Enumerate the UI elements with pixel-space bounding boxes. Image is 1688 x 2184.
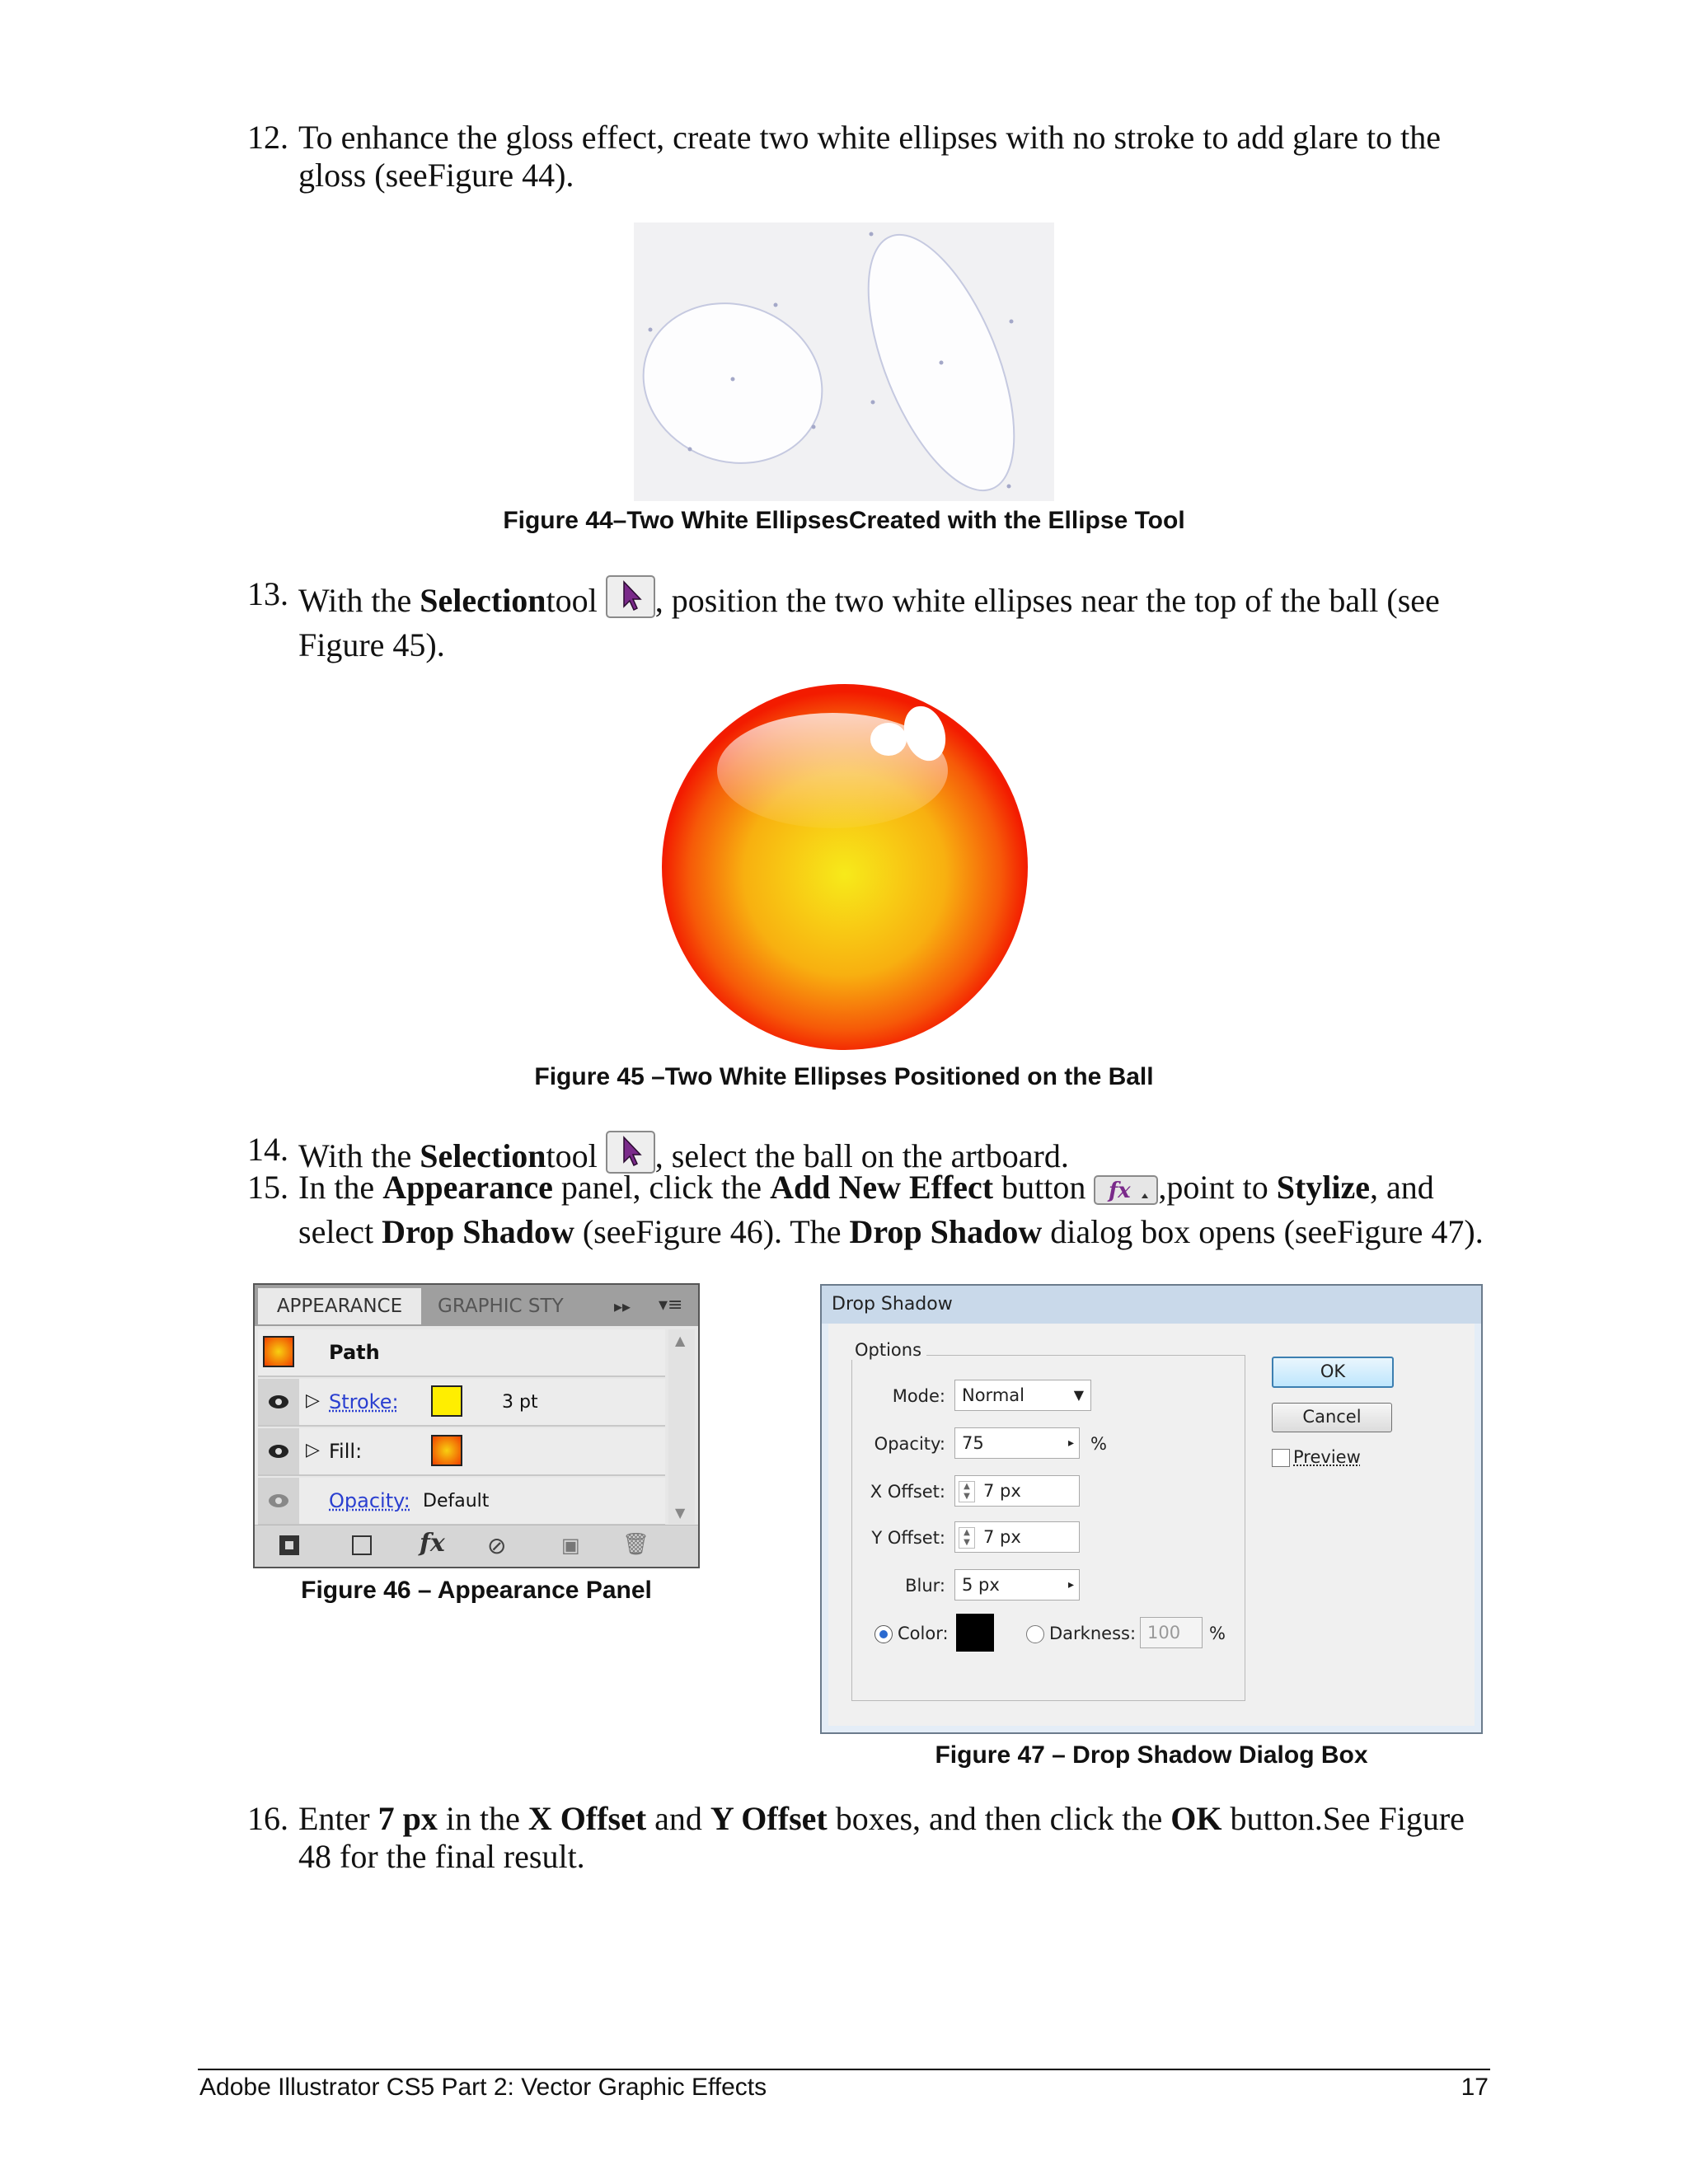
- bold-text: OK: [1170, 1800, 1222, 1837]
- step-number: 14.: [247, 1131, 288, 1168]
- bold-text: Stylize: [1276, 1169, 1371, 1206]
- bold-text: Add New Effect: [770, 1169, 994, 1206]
- step-number: 16.: [247, 1800, 288, 1837]
- fill-label[interactable]: Fill:: [329, 1440, 363, 1463]
- step-text-line: Figure 45).: [298, 626, 445, 663]
- bold-text: Y Offset: [710, 1800, 828, 1837]
- y-offset-label: Y Offset:: [871, 1528, 945, 1548]
- scroll-down-icon[interactable]: ▼: [675, 1505, 686, 1521]
- footer-title: Adobe Illustrator CS5 Part 2: Vector Graphic Effects: [199, 2074, 767, 2101]
- chevron-down-icon[interactable]: ▼: [1073, 1387, 1084, 1403]
- y-offset-value: 7 px: [983, 1527, 1021, 1547]
- spinner-icon[interactable]: ▲ ▼: [959, 1481, 975, 1502]
- glossy-ball: [643, 672, 1055, 1059]
- figure-46-caption: Figure 46 – Appearance Panel: [301, 1577, 652, 1604]
- x-offset-value: 7 px: [983, 1481, 1021, 1501]
- mode-value: Normal: [962, 1385, 1025, 1405]
- step-text: ,point to: [1158, 1169, 1277, 1206]
- step-text: , select the ball on the artboard.: [654, 1137, 1069, 1174]
- slider-arrow-icon[interactable]: ▸: [1067, 1578, 1074, 1591]
- step-text: With the: [298, 1137, 420, 1174]
- panel-tab-bar: [255, 1285, 698, 1326]
- step-text: in the: [437, 1800, 528, 1837]
- figure-45-image: [643, 672, 1055, 1059]
- darkness-label: Darkness:: [1049, 1624, 1137, 1643]
- bold-text: Drop Shadow: [849, 1213, 1043, 1250]
- panel-menu-icon[interactable]: ▾≡: [659, 1295, 683, 1315]
- add-new-effect-icon[interactable]: fx: [420, 1529, 445, 1558]
- step-text: tool: [546, 1137, 598, 1174]
- bold-text: Selection: [420, 1137, 546, 1174]
- scroll-up-icon[interactable]: ▲: [675, 1333, 686, 1348]
- stroke-label[interactable]: Stroke:: [329, 1390, 399, 1413]
- x-offset-input[interactable]: [954, 1475, 1080, 1507]
- panel-bottom-toolbar: [255, 1525, 698, 1567]
- step-number: 12.: [247, 119, 288, 156]
- blur-value: 5 px: [962, 1575, 1000, 1595]
- cancel-button[interactable]: Cancel: [1272, 1403, 1392, 1432]
- visibility-eye-icon[interactable]: [258, 1379, 299, 1425]
- options-legend: Options: [850, 1340, 926, 1360]
- bold-text: 7 px: [377, 1800, 438, 1837]
- opacity-label: Opacity:: [874, 1434, 945, 1454]
- figure-47-caption: Figure 47 – Drop Shadow Dialog Box: [935, 1741, 1368, 1769]
- color-swatch[interactable]: [956, 1614, 994, 1652]
- step-text-line: gloss (seeFigure 44).: [298, 157, 574, 194]
- dialog-title: Drop Shadow: [822, 1286, 1481, 1324]
- preview-label[interactable]: Preview: [1293, 1447, 1361, 1467]
- fill-swatch[interactable]: [431, 1435, 462, 1466]
- step-number: 15.: [247, 1169, 288, 1206]
- mode-label: Mode:: [892, 1386, 945, 1406]
- bold-text: Selection: [420, 582, 546, 619]
- step-text: button.See Figure: [1221, 1800, 1465, 1837]
- step-text: dialog box opens (seeFigure 47).: [1042, 1213, 1484, 1250]
- add-new-fill-icon[interactable]: [352, 1535, 372, 1555]
- expand-triangle-icon[interactable]: ▷: [306, 1440, 320, 1460]
- dialog-body: [828, 1324, 1475, 1726]
- spinner-icon[interactable]: ▲ ▼: [959, 1527, 975, 1549]
- add-new-stroke-icon[interactable]: [279, 1535, 299, 1555]
- step-text: , position the two white ellipses near the top of the ball (see: [654, 582, 1440, 619]
- panel-row-path[interactable]: [258, 1329, 665, 1377]
- step-text-line: To enhance the gloss effect, create two white ellipses with no stroke to add glare to the: [298, 119, 1442, 156]
- percent-sign: %: [1090, 1434, 1107, 1454]
- figure-44-image: [634, 223, 1054, 501]
- delete-item-icon[interactable]: 🗑: [622, 1532, 650, 1557]
- ok-button[interactable]: OK: [1272, 1357, 1394, 1388]
- step-text: select: [298, 1213, 382, 1250]
- bold-text: Appearance: [382, 1169, 553, 1206]
- stroke-swatch[interactable]: [431, 1385, 462, 1417]
- step-text: boxes, and then click the: [827, 1800, 1171, 1837]
- opacity-label[interactable]: Opacity:: [329, 1489, 410, 1512]
- stroke-weight: 3 pt: [502, 1392, 538, 1413]
- expand-triangle-icon[interactable]: ▷: [306, 1390, 320, 1411]
- figure-44-caption: Figure 44–Two White EllipsesCreated with the Ellipse Tool: [503, 507, 1185, 534]
- panel-row-fill[interactable]: [258, 1428, 665, 1476]
- opacity-value: Default: [423, 1491, 490, 1511]
- color-radio[interactable]: [874, 1625, 893, 1643]
- appearance-panel: [253, 1283, 700, 1568]
- step-number: 13.: [247, 575, 288, 612]
- clear-appearance-icon[interactable]: ⊘: [487, 1532, 507, 1559]
- slider-arrow-icon[interactable]: ▸: [1067, 1436, 1074, 1450]
- duplicate-item-icon[interactable]: ▣: [561, 1534, 580, 1557]
- panel-row-opacity[interactable]: [258, 1478, 665, 1526]
- step-text: tool: [546, 582, 598, 619]
- page-number: 17: [1461, 2074, 1489, 2101]
- step-text: button: [993, 1169, 1095, 1206]
- preview-checkbox[interactable]: [1272, 1449, 1290, 1467]
- svg-text:fx: fx: [1109, 1179, 1132, 1203]
- percent-sign: %: [1209, 1624, 1226, 1643]
- selection-tool-icon: [606, 575, 655, 626]
- panel-expand-icon[interactable]: ▸▸: [614, 1296, 631, 1316]
- bold-text: X Offset: [528, 1800, 647, 1837]
- path-label: Path: [329, 1341, 380, 1364]
- figure-45-caption: Figure 45 –Two White Ellipses Positioned on the Ball: [534, 1063, 1154, 1090]
- blur-label: Blur:: [905, 1576, 945, 1596]
- drop-shadow-dialog: [820, 1284, 1483, 1734]
- step-text: Enter: [298, 1800, 378, 1837]
- darkness-radio[interactable]: [1026, 1625, 1044, 1643]
- page-footer: [198, 2069, 1490, 2101]
- bold-text: Drop Shadow: [382, 1213, 574, 1250]
- step-text: In the: [298, 1169, 383, 1206]
- path-thumbnail: [263, 1336, 294, 1367]
- darkness-input[interactable]: 100: [1140, 1617, 1203, 1648]
- panel-row-stroke[interactable]: [258, 1379, 665, 1427]
- step-text: and: [646, 1800, 710, 1837]
- x-offset-label: X Offset:: [870, 1482, 945, 1502]
- opacity-input[interactable]: [954, 1427, 1080, 1459]
- step-text: panel, click the: [552, 1169, 771, 1206]
- color-label: Color:: [898, 1624, 949, 1643]
- opacity-value: 75: [962, 1433, 984, 1453]
- step-text: With the: [298, 582, 420, 619]
- y-offset-input[interactable]: [954, 1521, 1080, 1553]
- tab-appearance[interactable]: APPEARANCE: [258, 1288, 421, 1324]
- visibility-eye-icon[interactable]: [258, 1478, 299, 1524]
- step-text: (seeFigure 46). The: [574, 1213, 850, 1250]
- blur-input[interactable]: [954, 1569, 1080, 1601]
- add-new-effect-icon: [1094, 1175, 1158, 1213]
- mode-select[interactable]: [954, 1380, 1091, 1411]
- panel-scrollbar[interactable]: [668, 1329, 695, 1524]
- step-text-line: 48 for the final result.: [298, 1838, 585, 1875]
- visibility-eye-icon[interactable]: [258, 1428, 299, 1474]
- ellipses-illustration: [634, 223, 1054, 501]
- tab-graphic-styles[interactable]: GRAPHIC STY: [438, 1296, 564, 1317]
- step-text: , and: [1370, 1169, 1434, 1206]
